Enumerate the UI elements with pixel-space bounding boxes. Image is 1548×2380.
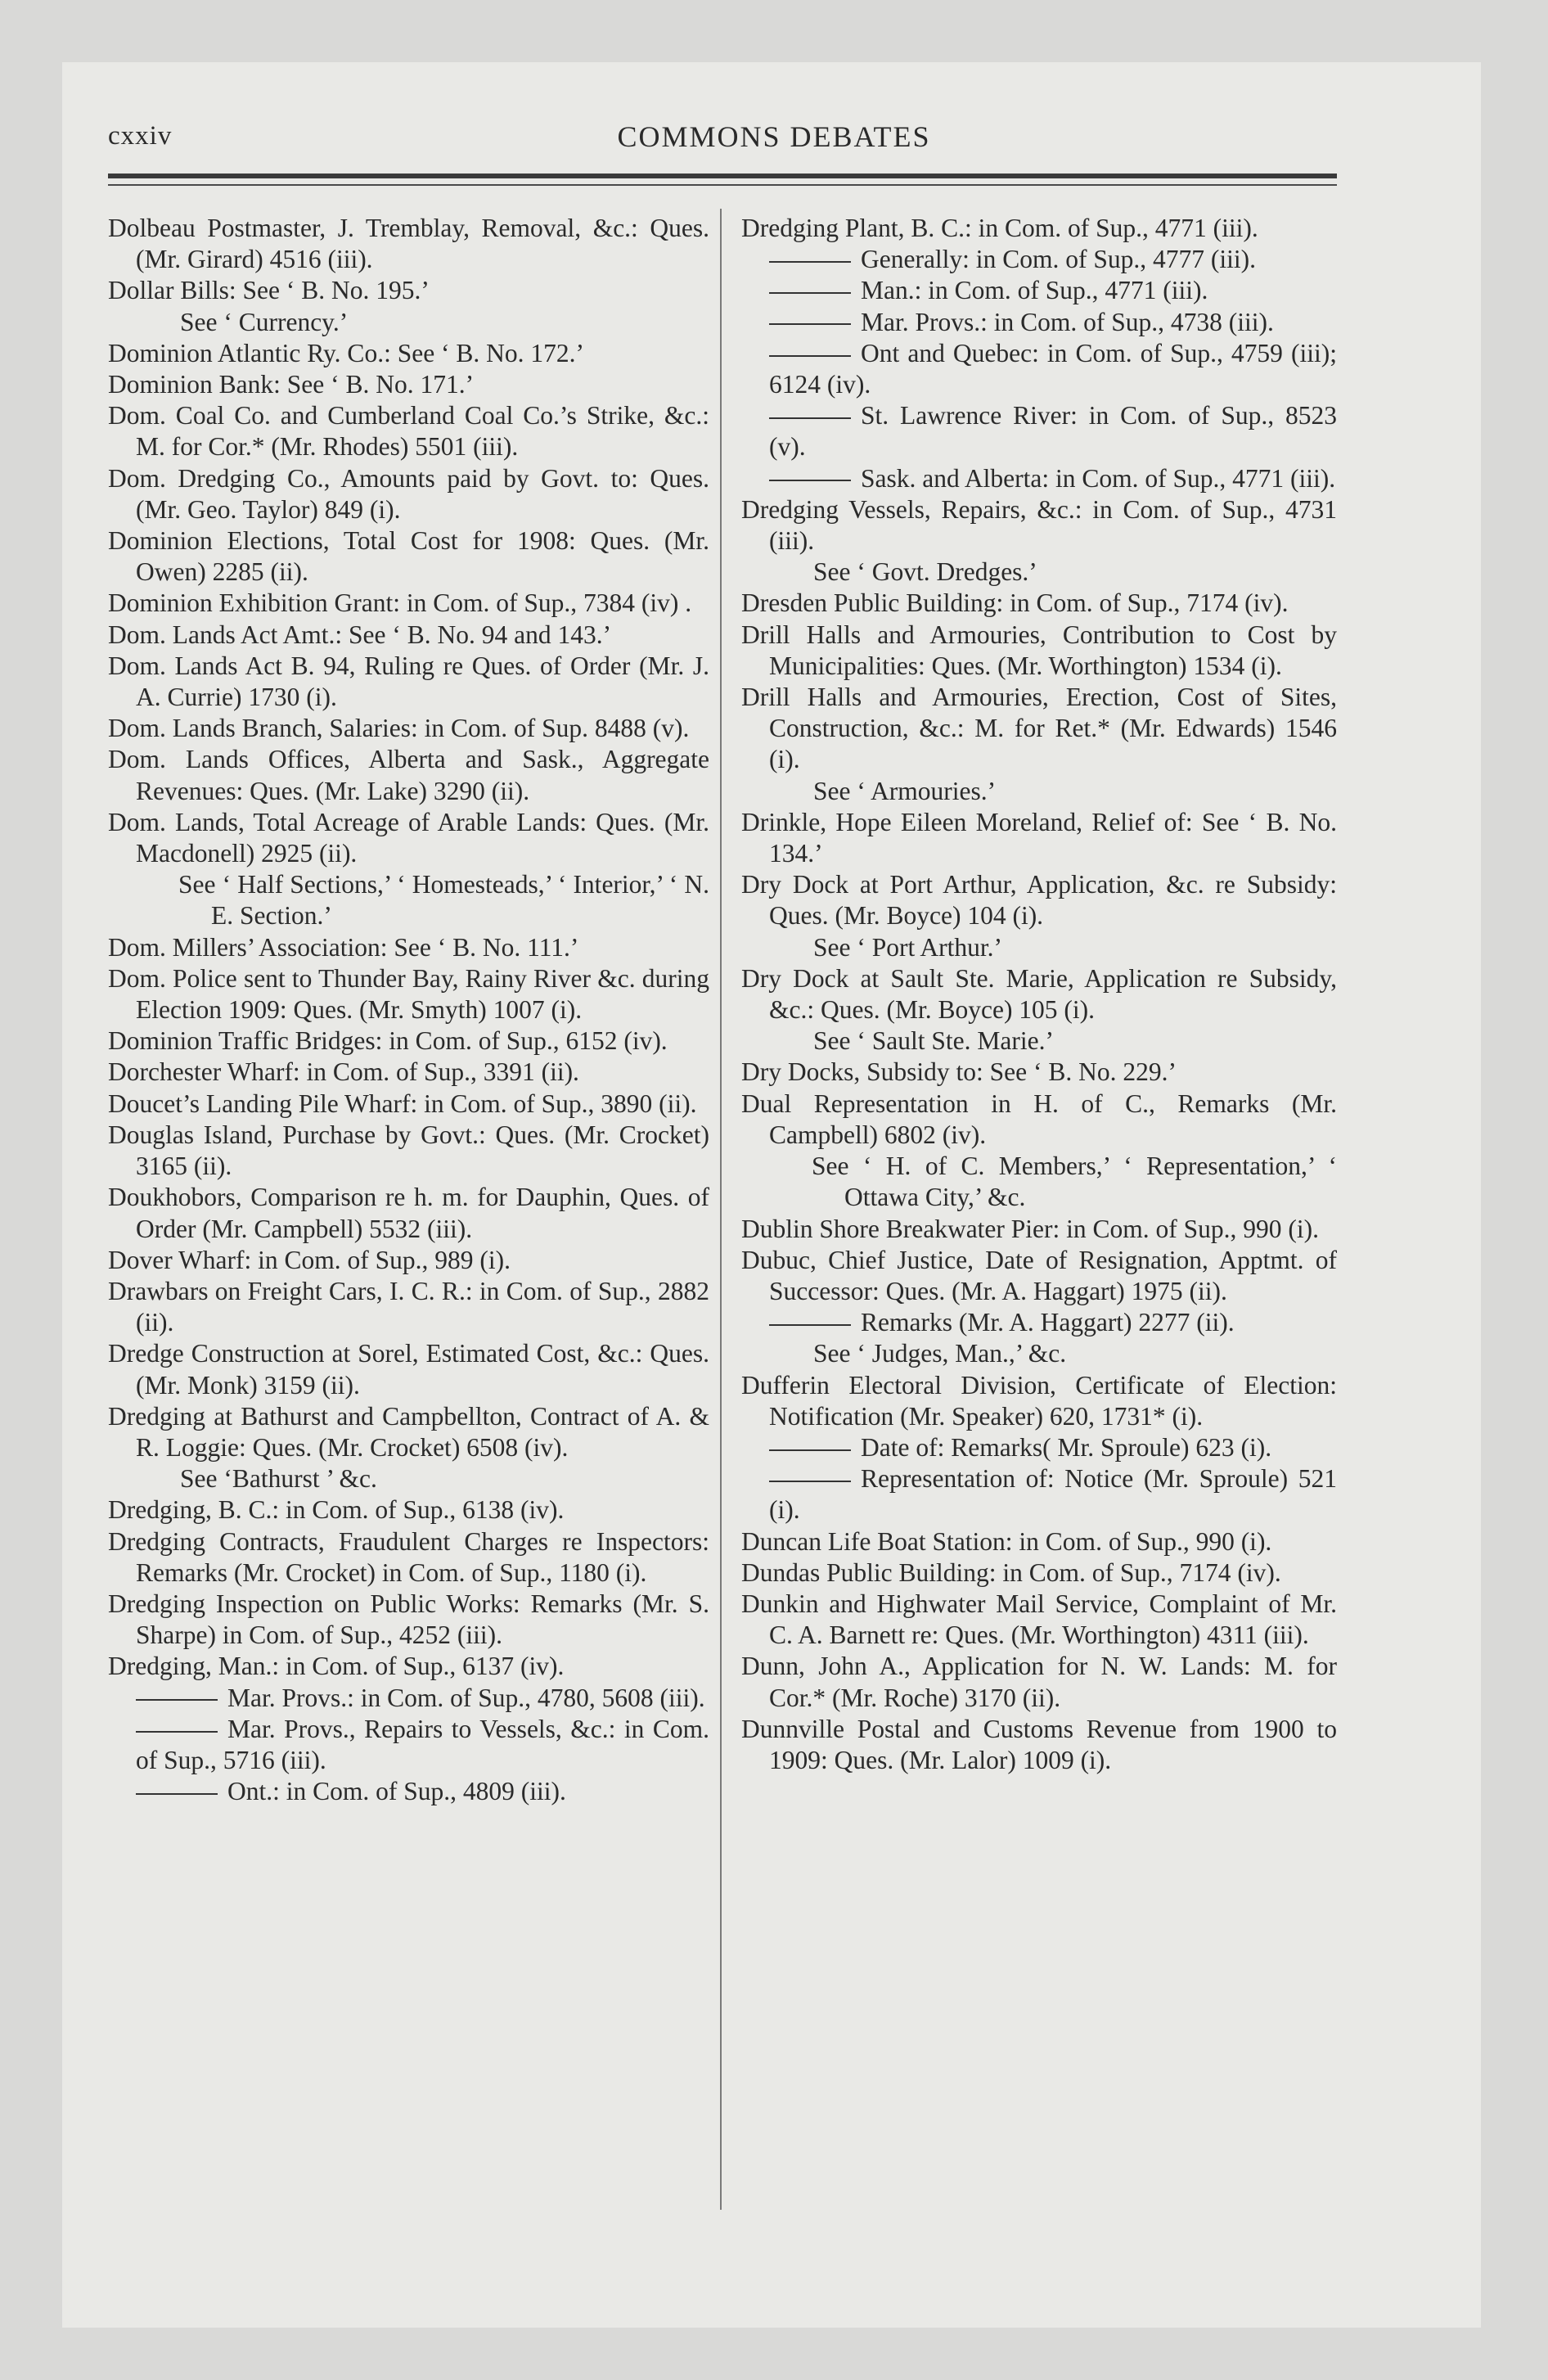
cross-reference (178, 869, 709, 931)
entry-text: Douglas Island, Purchase by Govt.: Ques. (Mr. Crocket) 3165 (ii). (108, 1120, 709, 1181)
index-subentry (741, 400, 1337, 462)
entry-text: Dolbeau Postmaster, J. Tremblay, Removal, &c.: Ques. (Mr. Girard) 4516 (iii). (108, 214, 709, 274)
entry-text: Dom. Lands Act B. 94, Ruling re Ques. of Order (Mr. J. A. Currie) 1730 (i). (108, 651, 709, 712)
index-entry (108, 932, 709, 963)
index-entry (108, 1089, 709, 1120)
entry-text: Dredging at Bathurst and Campbellton, Contract of A. & R. Loggie: Ques. (Mr. Crocket) 6508 (iv). (108, 1401, 709, 1462)
entry-text: Ont.: in Com. of Sup., 4809 (iii). (227, 1777, 566, 1806)
entry-text: See ‘ Port Arthur.’ (813, 932, 1002, 962)
entry-text: Dufferin Electoral Division, Certificate of Election: Notification (Mr. Speaker) 620, 1731* (i). (741, 1370, 1337, 1431)
index-entry (741, 869, 1337, 931)
index-entry (108, 588, 709, 619)
entry-text: Dry Dock at Port Arthur, Application, &c. re Subsidy: Ques. (Mr. Boyce) 104 (i). (741, 870, 1337, 931)
entry-text: Dubuc, Chief Justice, Date of Resignation, Apptmt. of Successor: Ques. (Mr. A. Haggart) 1975 (ii). (741, 1245, 1337, 1305)
index-entry (741, 1245, 1337, 1307)
entry-text: Doucet’s Landing Pile Wharf: in Com. of Sup., 3890 (ii). (108, 1089, 697, 1118)
entry-text: Dominion Exhibition Grant: in Com. of Sup., 7384 (iv) . (108, 588, 692, 618)
index-entry (741, 1651, 1337, 1713)
index-entry (741, 1557, 1337, 1589)
ditto-dash (769, 417, 851, 419)
index-column-left (108, 213, 709, 1807)
entry-text: See ‘ Sault Ste. Marie.’ (813, 1026, 1054, 1056)
entry-text: Dual Representation in H. of C., Remarks (Mr. Campbell) 6802 (iv). (741, 1089, 1337, 1149)
entry-text: Dover Wharf: in Com. of Sup., 989 (i). (108, 1245, 511, 1274)
ditto-dash (769, 261, 851, 263)
index-entry (741, 588, 1337, 619)
entry-text: See ‘ H. of C. Members,’ ‘ Representation,’ ‘ Ottawa City,’ &c. (812, 1152, 1337, 1212)
ditto-dash (769, 1481, 851, 1482)
cross-reference (741, 1338, 1337, 1369)
index-entry (741, 620, 1337, 682)
entry-text: Generally: in Com. of Sup., 4777 (iii). (861, 245, 1256, 274)
index-entry (108, 1120, 709, 1182)
entry-text: Dominion Bank: See ‘ B. No. 171.’ (108, 370, 475, 399)
index-entry (741, 1370, 1337, 1432)
entry-text: Remarks (Mr. A. Haggart) 2277 (ii). (861, 1308, 1235, 1337)
index-subentry (741, 275, 1337, 306)
entry-text: Dom. Coal Co. and Cumberland Coal Co.’s Strike, &c.: M. for Cor.* (Mr. Rhodes) 5501 (iii). (108, 401, 709, 462)
index-entry (741, 1526, 1337, 1557)
header-rule (108, 174, 1337, 178)
entry-text: Dom. Lands Branch, Salaries: in Com. of Sup. 8488 (v). (108, 714, 690, 743)
cross-reference (812, 1151, 1337, 1213)
entry-text: St. Lawrence River: in Com. of Sup., 8523 (v). (769, 401, 1337, 462)
entry-text: Man.: in Com. of Sup., 4771 (iii). (861, 276, 1208, 305)
index-entry (741, 1057, 1337, 1088)
index-column-right (741, 213, 1337, 1776)
index-subentry (741, 244, 1337, 275)
index-subentry (108, 1776, 709, 1807)
entry-text: Dom. Lands Offices, Alberta and Sask., Aggregate Revenues: Ques. (Mr. Lake) 3290 (ii). (108, 745, 709, 805)
index-entry (741, 963, 1337, 1025)
entry-text: Dunkin and Highwater Mail Service, Complaint of Mr. C. A. Barnett re: Ques. (Mr. Worthington) 4311 (iii). (741, 1589, 1337, 1650)
index-entry (108, 1651, 709, 1682)
entry-text: See ‘ Judges, Man.,’ &c. (813, 1339, 1067, 1368)
index-subentry (741, 307, 1337, 338)
entry-text: Dredging Vessels, Repairs, &c.: in Com. of Sup., 4731 (iii). (741, 494, 1337, 556)
index-entry (741, 1089, 1337, 1151)
index-entry (108, 1245, 709, 1276)
index-entry (108, 963, 709, 1025)
entry-text: Dom. Dredging Co., Amounts paid by Govt. to: Ques. (Mr. Geo. Taylor) 849 (i). (108, 463, 709, 524)
index-entry (108, 1182, 709, 1244)
entry-text: Mar. Provs.: in Com. of Sup., 4780, 5608 (iii). (227, 1683, 705, 1712)
column-divider (720, 209, 722, 2210)
ditto-dash (136, 1793, 218, 1795)
index-entry (108, 1338, 709, 1400)
index-subentry (108, 1714, 709, 1776)
entry-text: See ‘ Govt. Dredges.’ (813, 557, 1037, 587)
index-entry (108, 620, 709, 651)
index-entry (741, 1214, 1337, 1245)
entry-text: Dunnville Postal and Customs Revenue from 1900 to 1909: Ques. (Mr. Lalor) 1009 (i). (741, 1714, 1337, 1774)
entry-text: Dublin Shore Breakwater Pier: in Com. of Sup., 990 (i). (741, 1214, 1320, 1243)
entry-text: Dresden Public Building: in Com. of Sup., 7174 (iv). (741, 588, 1289, 618)
entry-text: Sask. and Alberta: in Com. of Sup., 4771 (iii). (861, 463, 1336, 493)
entry-text: Doukhobors, Comparison re h. m. for Dauphin, Ques. of Order (Mr. Campbell) 5532 (iii). (108, 1183, 709, 1243)
index-entry (108, 744, 709, 806)
index-entry (741, 494, 1337, 557)
index-entry (108, 713, 709, 744)
index-subentry (741, 338, 1337, 400)
index-entry (108, 807, 709, 869)
entry-text: Dredging, B. C.: in Com. of Sup., 6138 (iv). (108, 1495, 565, 1525)
index-entry (108, 1025, 709, 1057)
entry-text: Dom. Lands Act Amt.: See ‘ B. No. 94 and 143.’ (108, 620, 612, 649)
index-entry (741, 682, 1337, 776)
index-entry (741, 1589, 1337, 1651)
index-entry (108, 1057, 709, 1088)
entry-text: Dominion Elections, Total Cost for 1908: Ques. (Mr. Owen) 2285 (ii). (108, 526, 709, 587)
entry-text: Dominion Traffic Bridges: in Com. of Sup., 6152 (iv). (108, 1026, 668, 1056)
index-entry (108, 338, 709, 369)
entry-text: Dom. Millers’ Association: See ‘ B. No. 111.’ (108, 932, 579, 962)
ditto-dash (769, 292, 851, 294)
index-entry (108, 463, 709, 525)
ditto-dash (136, 1699, 218, 1701)
running-title: COMMONS DEBATES (617, 120, 931, 153)
entry-text: Drawbars on Freight Cars, I. C. R.: in Com. of Sup., 2882 (ii). (108, 1276, 709, 1337)
index-entry (108, 1276, 709, 1338)
entry-text: Dunn, John A., Application for N. W. Lands: M. for Cor.* (Mr. Roche) 3170 (ii). (741, 1652, 1337, 1712)
entry-text: Mar. Provs.: in Com. of Sup., 4738 (iii). (861, 307, 1274, 336)
cross-reference (741, 557, 1337, 588)
entry-text: Drinkle, Hope Eileen Moreland, Relief of: See ‘ B. No. 134.’ (741, 807, 1337, 868)
index-entry (108, 651, 709, 713)
index-subentry (741, 1432, 1337, 1463)
index-entry (108, 1494, 709, 1526)
entry-text: See ‘ Currency.’ (180, 307, 349, 336)
index-entry (108, 1401, 709, 1463)
index-entry (108, 1526, 709, 1589)
entry-text: See ‘Bathurst ’ &c. (180, 1464, 377, 1494)
index-entry (108, 525, 709, 588)
entry-text: Dollar Bills: See ‘ B. No. 195.’ (108, 276, 430, 305)
entry-text: See ‘ Half Sections,’ ‘ Homesteads,’ ‘ Interior,’ ‘ N. E. Section.’ (178, 870, 709, 931)
entry-text: Dry Docks, Subsidy to: See ‘ B. No. 229.’ (741, 1057, 1177, 1087)
entry-text: Dom. Police sent to Thunder Bay, Rainy River &c. during Election 1909: Ques. (Mr. Smyth) 1007 (i). (108, 963, 709, 1025)
entry-text: Date of: Remarks( Mr. Sproule) 623 (i). (861, 1432, 1272, 1462)
index-entry (741, 1714, 1337, 1776)
cross-reference (741, 932, 1337, 963)
entry-text: Dom. Lands, Total Acreage of Arable Lands: Ques. (Mr. Macdonell) 2925 (ii). (108, 807, 709, 868)
entry-text: Mar. Provs., Repairs to Vessels, &c.: in Com. of Sup., 5716 (iii). (136, 1714, 709, 1774)
entry-text: Duncan Life Boat Station: in Com. of Sup., 990 (i). (741, 1526, 1272, 1556)
cross-reference (108, 307, 709, 338)
cross-reference (741, 776, 1337, 807)
ditto-dash (769, 480, 851, 481)
index-subentry (741, 1307, 1337, 1338)
index-subentry (108, 1683, 709, 1714)
index-entry (741, 807, 1337, 869)
entry-text: Dredging Inspection on Public Works: Remarks (Mr. S. Sharpe) in Com. of Sup., 4252 (iii). (108, 1589, 709, 1650)
index-entry (108, 1589, 709, 1651)
index-entry (108, 400, 709, 462)
header-rule-thin (108, 184, 1337, 186)
entry-text: Ont and Quebec: in Com. of Sup., 4759 (iii); 6124 (iv). (769, 338, 1337, 399)
index-subentry (741, 1463, 1337, 1526)
entry-text: Dundas Public Building: in Com. of Sup., 7174 (iv). (741, 1557, 1281, 1587)
entry-text: Dry Dock at Sault Ste. Marie, Application re Subsidy, &c.: Ques. (Mr. Boyce) 105 (i). (741, 963, 1337, 1025)
entry-text: Representation of: Notice (Mr. Sproule) 521 (i). (769, 1464, 1337, 1525)
cross-reference (108, 1463, 709, 1494)
index-entry (108, 213, 709, 275)
ditto-dash (769, 1449, 851, 1451)
index-entry (108, 275, 709, 306)
entry-text: Dredging, Man.: in Com. of Sup., 6137 (iv). (108, 1652, 565, 1681)
page-number: cxxiv (108, 121, 173, 151)
index-entry (108, 369, 709, 400)
entry-text: Drill Halls and Armouries, Contribution to Cost by Municipalities: Ques. (Mr. Worthington) 1534 (i). (741, 620, 1337, 680)
index-entry (741, 213, 1337, 244)
entry-text: Drill Halls and Armouries, Erection, Cost of Sites, Construction, &c.: M. for Ret.* (Mr. Edwards) 1546 (i). (741, 683, 1337, 774)
entry-text: Dominion Atlantic Ry. Co.: See ‘ B. No. 172.’ (108, 338, 585, 367)
ditto-dash (769, 1324, 851, 1326)
index-subentry (741, 463, 1337, 494)
ditto-dash (136, 1731, 218, 1733)
ditto-dash (769, 355, 851, 357)
ditto-dash (769, 323, 851, 325)
entry-text: Dredging Contracts, Fraudulent Charges re Inspectors: Remarks (Mr. Crocket) in Com. of Sup., 1180 (i). (108, 1526, 709, 1587)
entry-text: Dorchester Wharf: in Com. of Sup., 3391 (ii). (108, 1057, 579, 1087)
cross-reference (741, 1025, 1337, 1057)
entry-text: Dredging Plant, B. C.: in Com. of Sup., 4771 (iii). (741, 214, 1258, 242)
entry-text: See ‘ Armouries.’ (813, 776, 997, 805)
entry-text: Dredge Construction at Sorel, Estimated Cost, &c.: Ques. (Mr. Monk) 3159 (ii). (108, 1339, 709, 1400)
